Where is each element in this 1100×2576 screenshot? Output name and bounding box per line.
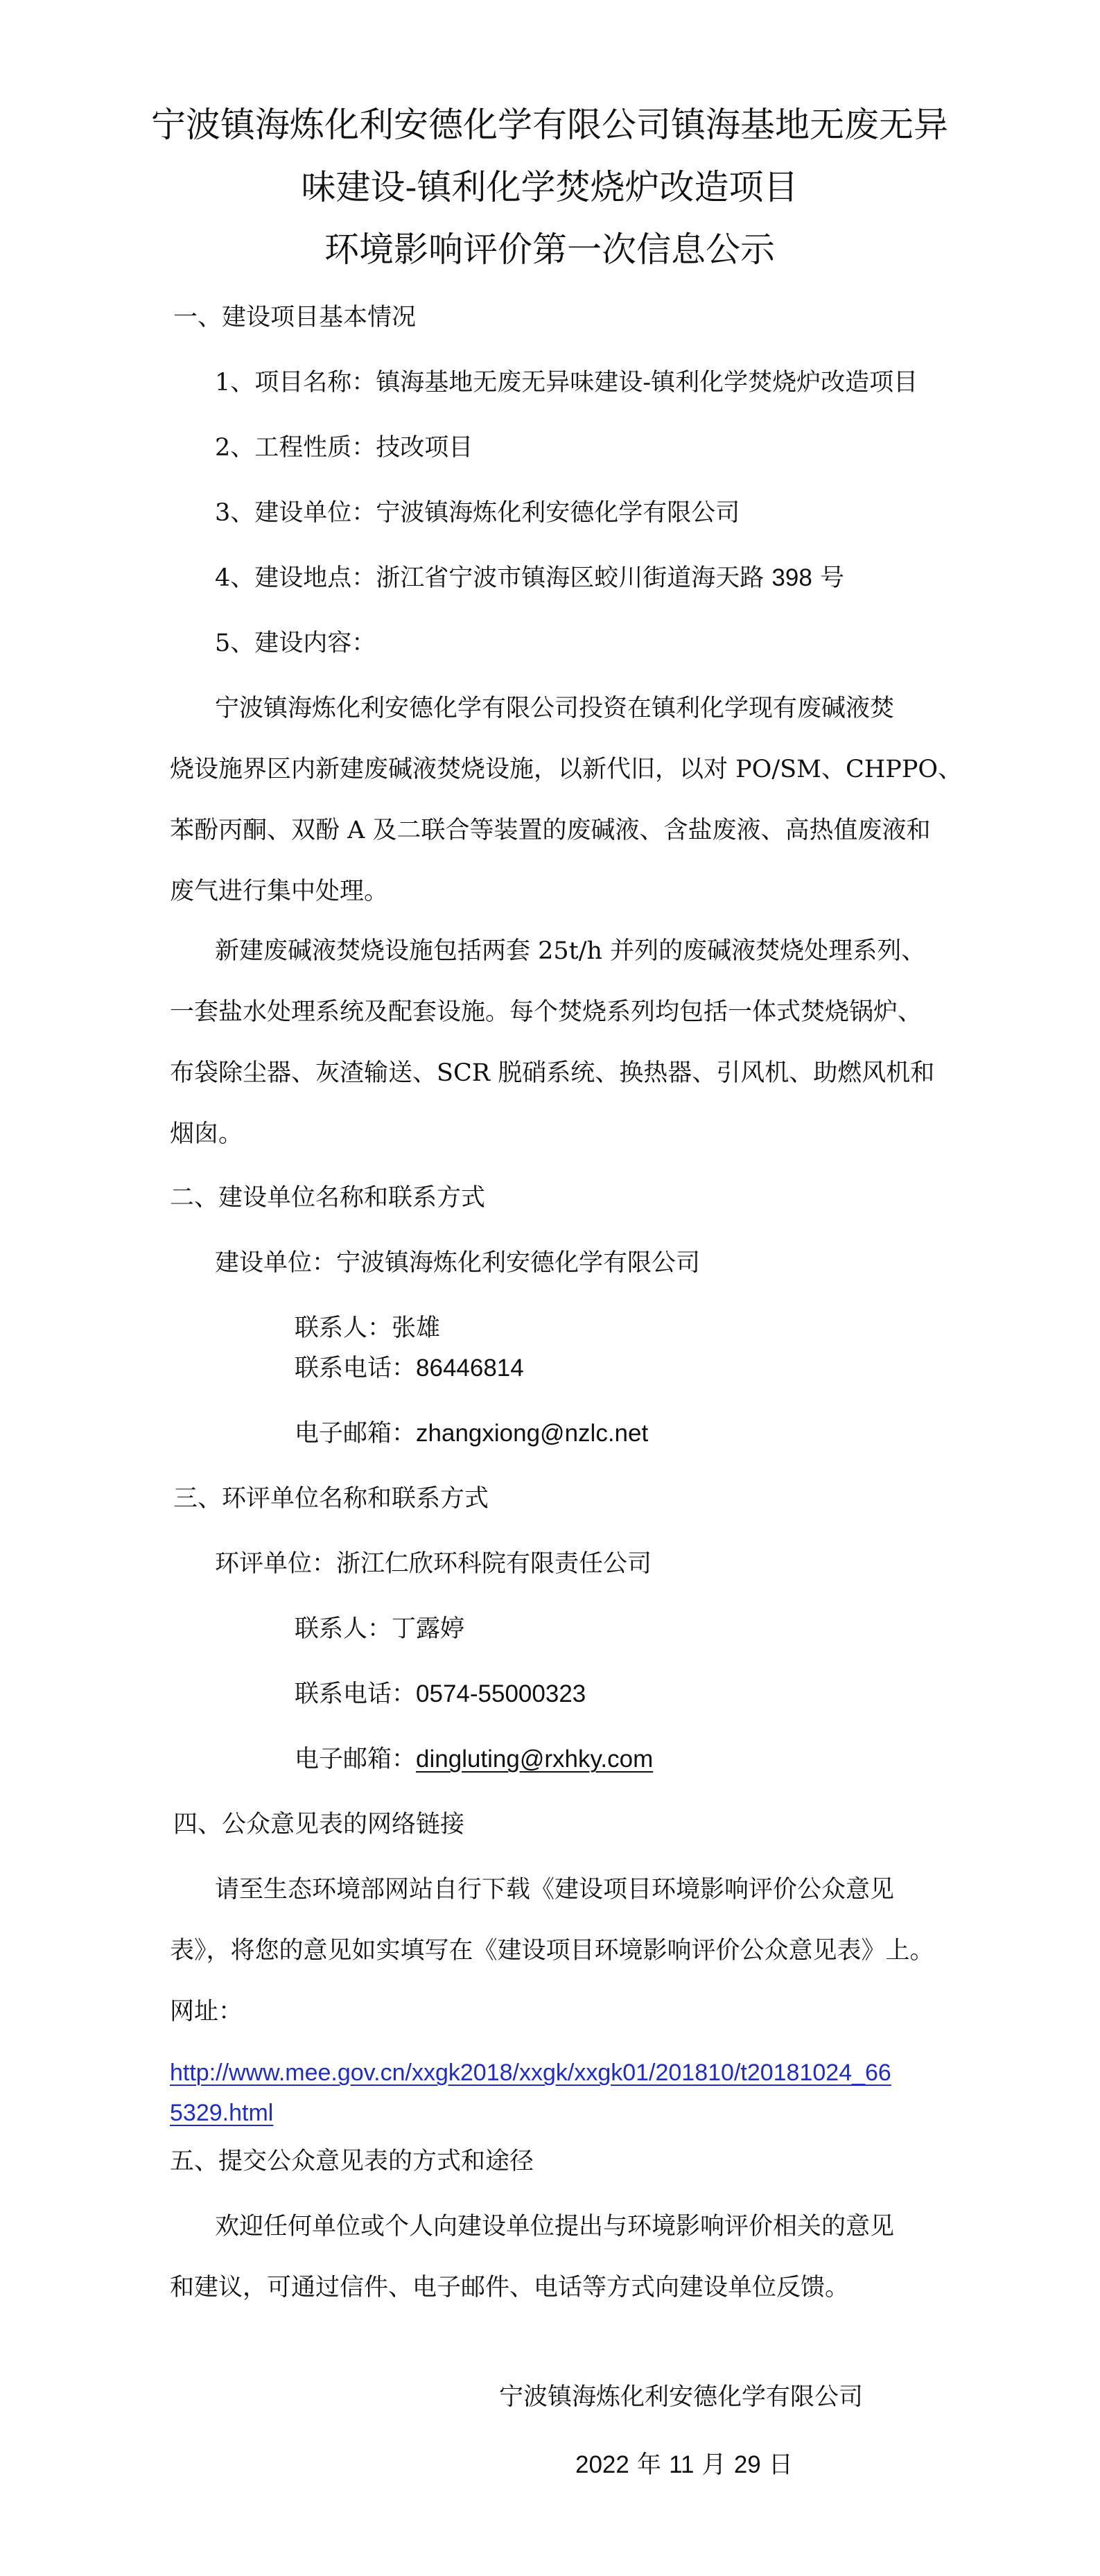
construction-content-label: 5、建设内容： (215, 629, 376, 657)
builder-unit: 建设单位：宁波镇海炼化利安德化学有限公司 (215, 1249, 701, 1277)
title-line-2: 味建设-镇利化学焚烧炉改造项目 (301, 167, 798, 207)
eia-email-link[interactable]: dingluting@rxhky.com (416, 1746, 654, 1773)
para2-line: 烟囱。 (170, 1120, 243, 1148)
eia-email (295, 1744, 653, 1775)
section5-para-line: 和建议，可通过信件、电子邮件、电话等方式向建设单位反馈。 (170, 2274, 850, 2301)
section4-para-line: 请至生态环境部网站自行下载《建设项目环境影响评价公众意见 (215, 1876, 895, 1904)
date-year-unit: 年 (637, 2451, 662, 2479)
location-label: 4、建设地点：浙江省宁波市镇海区蛟川街道海天路 (215, 564, 765, 592)
section5-para-line: 欢迎任何单位或个人向建设单位提出与环境影响评价相关的意见 (215, 2213, 895, 2240)
builder-email (295, 1418, 648, 1449)
section3-heading: 三、环评单位名称和联系方式 (173, 1485, 489, 1513)
section2-heading: 二、建设单位名称和联系方式 (170, 1184, 486, 1212)
builder-phone-label: 联系电话： (295, 1355, 417, 1382)
builder-email-label: 电子邮箱： (295, 1420, 417, 1447)
eia-phone-label: 联系电话： (295, 1680, 417, 1708)
para1-line: 苯酚丙酮、双酚 A 及二联合等装置的废碱液、含盐废液、高热值废液和 (170, 817, 931, 844)
builder-phone (295, 1353, 524, 1384)
signature-company: 宁波镇海炼化利安德化学有限公司 (499, 2383, 864, 2411)
survey-url-link-cont[interactable]: 5329.html (170, 2100, 274, 2126)
section5-heading: 五、提交公众意见表的方式和途径 (170, 2148, 534, 2175)
para1-line: 烧设施界区内新建废碱液焚烧设施，以新代旧，以对 PO/SM、CHPPO、 (170, 756, 963, 783)
construction-unit: 3、建设单位：宁波镇海炼化利安德化学有限公司 (215, 499, 740, 527)
project-nature: 2、工程性质：技改项目 (215, 434, 473, 462)
project-name: 1、项目名称：镇海基地无废无异味建设-镇利化学焚烧炉改造项目 (215, 369, 918, 397)
construction-location (215, 563, 844, 593)
location-suffix: 号 (819, 564, 844, 592)
para1-line: 宁波镇海炼化利安德化学有限公司投资在镇利化学现有废碱液焚 (215, 695, 895, 722)
builder-email-value[interactable]: zhangxiong@nzlc.net (416, 1420, 649, 1447)
date-month: 11 (669, 2451, 695, 2478)
builder-phone-value: 86446814 (416, 1355, 524, 1382)
location-number: 398 (771, 564, 812, 591)
section4-para-line: 表》，将您的意见如实填写在《建设项目环境影响评价公众意见表》上。 (170, 1937, 934, 1965)
eia-phone (295, 1679, 586, 1709)
date-day: 29 (733, 2451, 761, 2478)
para2-line: 一套盐水处理系统及配套设施。每个焚烧系列均包括一体式焚烧锅炉、 (170, 998, 923, 1026)
date-month-unit: 月 (701, 2451, 726, 2479)
eia-unit: 环评单位：浙江仁欣环科院有限责任公司 (215, 1550, 652, 1578)
section1-heading: 一、建设项目基本情况 (173, 304, 417, 331)
para1-line: 废气进行集中处理。 (170, 878, 389, 905)
title-line-1: 宁波镇海炼化利安德化学有限公司镇海基地无废无异 (151, 105, 948, 145)
signature-date (575, 2450, 793, 2480)
date-year: 2022 (575, 2451, 629, 2478)
para2-line: 新建废碱液焚烧设施包括两套 25t/h 并列的废碱液焚烧处理系列、 (215, 937, 926, 965)
title-line-3: 环境影响评价第一次信息公示 (324, 229, 775, 270)
date-day-unit: 日 (768, 2451, 793, 2479)
section4-heading: 四、公众意见表的网络链接 (173, 1811, 465, 1838)
builder-contact: 联系人：张雄 (295, 1314, 441, 1342)
eia-phone-value: 0574-55000323 (416, 1680, 586, 1707)
eia-email-label: 电子邮箱： (295, 1746, 417, 1773)
para2-line: 布袋除尘器、灰渣输送、SCR 脱硝系统、换热器、引风机、助燃风机和 (170, 1059, 935, 1087)
url-label: 网址： (170, 1998, 243, 2026)
survey-url-link[interactable]: http://www.mee.gov.cn/xxgk2018/xxgk/xxgk01/201810/t20181024_66 (170, 2060, 891, 2086)
eia-contact: 联系人：丁露婷 (295, 1615, 465, 1643)
